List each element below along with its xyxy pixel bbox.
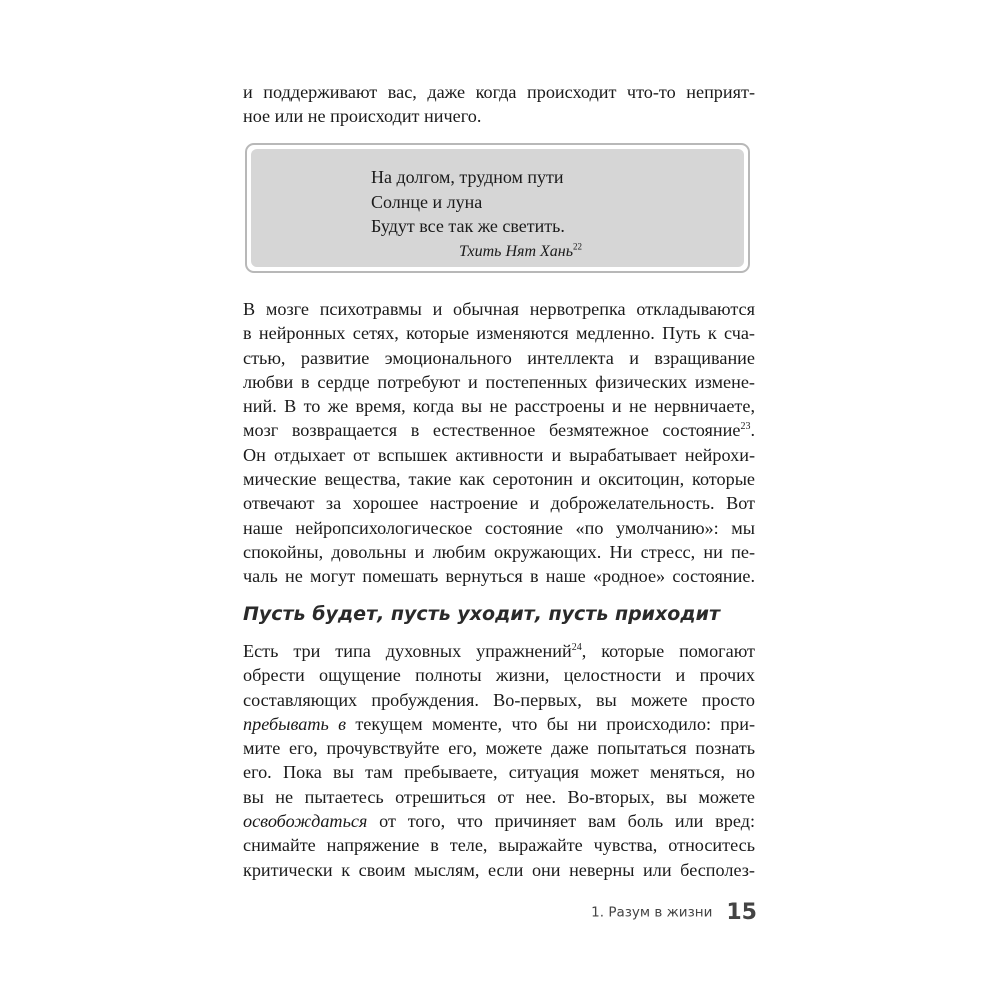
para1-line-2: в нейронных сетях, которые изменяются медленно. Путь к сча- bbox=[243, 323, 755, 344]
para1-line-1: В мозге психотравмы и обычная нервотрепка откладываются bbox=[243, 299, 755, 319]
para2-emphasis-2: освобождаться bbox=[243, 811, 368, 832]
epigraph-author-name: Тхить Нят Хань bbox=[459, 243, 573, 260]
page-footer bbox=[591, 900, 757, 925]
epigraph-verse bbox=[371, 165, 565, 239]
para2-line-1-start: Есть три типа духовных упражнений bbox=[243, 641, 572, 661]
body-paragraph-2 bbox=[243, 639, 755, 882]
para2-line-8 bbox=[243, 809, 755, 833]
footnote-ref-24: 24 bbox=[571, 641, 582, 653]
para2-line-3: составляющих пробуждения. Во-первых, вы можете просто bbox=[243, 689, 755, 710]
body-paragraph-1 bbox=[243, 297, 755, 589]
epigraph-author bbox=[459, 243, 582, 261]
intro-paragraph bbox=[243, 80, 755, 129]
para1-line-11: спокойны, довольны и любим окружающих. Ни стресс, ни пе- bbox=[243, 541, 755, 562]
para2-emphasis-1: пребывать в bbox=[243, 713, 346, 734]
para2-line-6: его. Пока вы там пребываете, ситуация может меняться, но bbox=[243, 762, 755, 783]
para2-line-9: снимайте напряжение в теле, выражайте чувства, относитесь bbox=[243, 835, 755, 856]
para2-line-7: вы не пытаетесь отрешиться от нее. Во-вторых, вы можете bbox=[243, 786, 755, 807]
footnote-ref-23: 23 bbox=[740, 421, 751, 433]
intro-line-2: ное или не происходит ничего. bbox=[243, 106, 482, 127]
para1-line-4: любви в сердце потребуют и постепенных физических измене- bbox=[243, 371, 755, 392]
epigraph-box bbox=[245, 143, 750, 273]
epigraph-line-2: Солнце и луна bbox=[371, 191, 483, 212]
para1-line-9: отвечают за хорошее настроение и доброжелательность. Вот bbox=[243, 493, 755, 514]
para1-line-10: наше нейропсихологическое состояние «по умолчанию»: мы bbox=[243, 517, 755, 538]
para2-line-4-text: текущем моменте, что бы ни происходило: при- bbox=[346, 713, 755, 734]
footnote-ref-22: 22 bbox=[573, 241, 582, 252]
page-number: 15 bbox=[726, 900, 757, 925]
epigraph-line-3: Будут все так же светить. bbox=[371, 216, 565, 236]
epigraph-line-1: На долгом, трудном пути bbox=[371, 167, 564, 187]
para1-line-6-end: . bbox=[750, 420, 755, 441]
para2-line-5: мите его, прочувствуйте его, можете даже попытаться познать bbox=[243, 738, 755, 759]
para2-line-8-text: от того, что причиняет вам боль или вред: bbox=[367, 811, 755, 832]
para2-line-4 bbox=[243, 712, 755, 736]
para1-line-5: ний. В то же время, когда вы не расстроены и не нервничаете, bbox=[243, 396, 755, 417]
para2-line-1-end: , которые помогают bbox=[581, 641, 755, 661]
section-heading: Пусть будет, пусть уходит, пусть приходит bbox=[243, 603, 720, 625]
para2-line-10: критически к своим мыслям, если они неверны или бесполез- bbox=[243, 859, 755, 880]
para1-line-6-text: мозг возвращается в естественное безмятежное состояние bbox=[243, 420, 741, 441]
para1-line-7: Он отдыхает от вспышек активности и вырабатывает нейрохи- bbox=[243, 444, 755, 465]
para2-line-1 bbox=[243, 639, 755, 663]
intro-line-1: и поддерживают вас, даже когда происходит что-то неприят- bbox=[243, 82, 755, 102]
running-footer-chapter: 1. Разум в жизни bbox=[591, 904, 713, 921]
epigraph-background bbox=[251, 149, 744, 267]
para1-line-12: чаль не могут помешать вернуться в наше «родное» состояние. bbox=[243, 566, 755, 587]
para2-line-2: обрести ощущение полноты жизни, целостности и прочих bbox=[243, 665, 755, 686]
para1-line-3: стью, развитие эмоционального интеллекта и взращивание bbox=[243, 347, 755, 368]
para1-line-6 bbox=[243, 418, 755, 442]
para1-line-8: мические вещества, такие как серотонин и окситоцин, которые bbox=[243, 469, 755, 490]
